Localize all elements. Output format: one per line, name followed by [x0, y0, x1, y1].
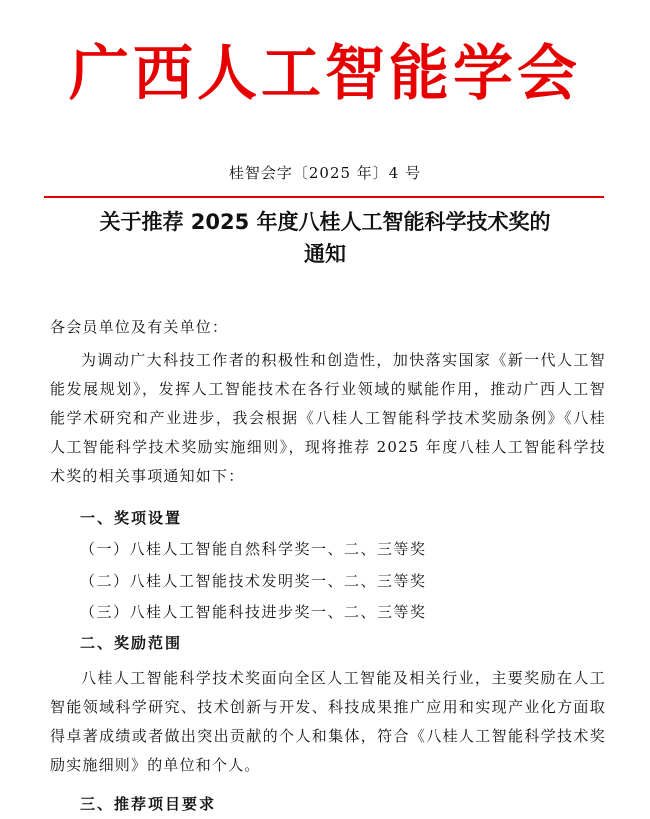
salutation: 各会员单位及有关单位： [50, 318, 229, 336]
document-number: 桂智会字〔2025 年〕4 号 [228, 164, 422, 182]
organization-title: 广西人工智能学会 [69, 39, 581, 109]
award-item: （二）八桂人工智能技术发明奖一、二、三等奖 [80, 572, 427, 590]
document-title [40, 206, 610, 270]
section-heading-award-scope: 二、奖励范围 [80, 634, 183, 652]
document-title-line-2: 通知 [304, 242, 346, 266]
intro-paragraph: 为调动广大科技工作者的积极性和创造性，加快落实国家《新一代人工智能发展规划》，发挥人工智能技术在各行业领域的赋能作用，推动广西人工智能学术研究和产业进步，我会根据《八桂人工智能科学技术奖励条例》《八桂人工智能科学技术奖励实施细则》，现将推荐 2025 年度八桂人工智能科学技术奖的相关事项通知如下： [50, 351, 606, 485]
scope-paragraph: 八桂人工智能科学技术奖面向全区人工智能及相关行业，主要奖励在人工智能领域科学研究、技术创新与开发、科技成果推广应用和实现产业化方面取得卓著成绩或者做出突出贡献的个人和集体，符合《八桂人工智能科学技术奖励实施细则》的单位和个人。 [50, 669, 606, 774]
section-heading-nomination-requirements: 三、推荐项目要求 [80, 795, 217, 813]
award-item: （一）八桂人工智能自然科学奖一、二、三等奖 [80, 540, 427, 558]
red-divider-line [44, 196, 604, 198]
document-title-line-1: 关于推荐 2025 年度八桂人工智能科学技术奖的 [99, 210, 551, 234]
section-heading-award-categories: 一、奖项设置 [80, 509, 183, 527]
award-item: （三）八桂人工智能科技进步奖一、二、三等奖 [80, 603, 427, 621]
